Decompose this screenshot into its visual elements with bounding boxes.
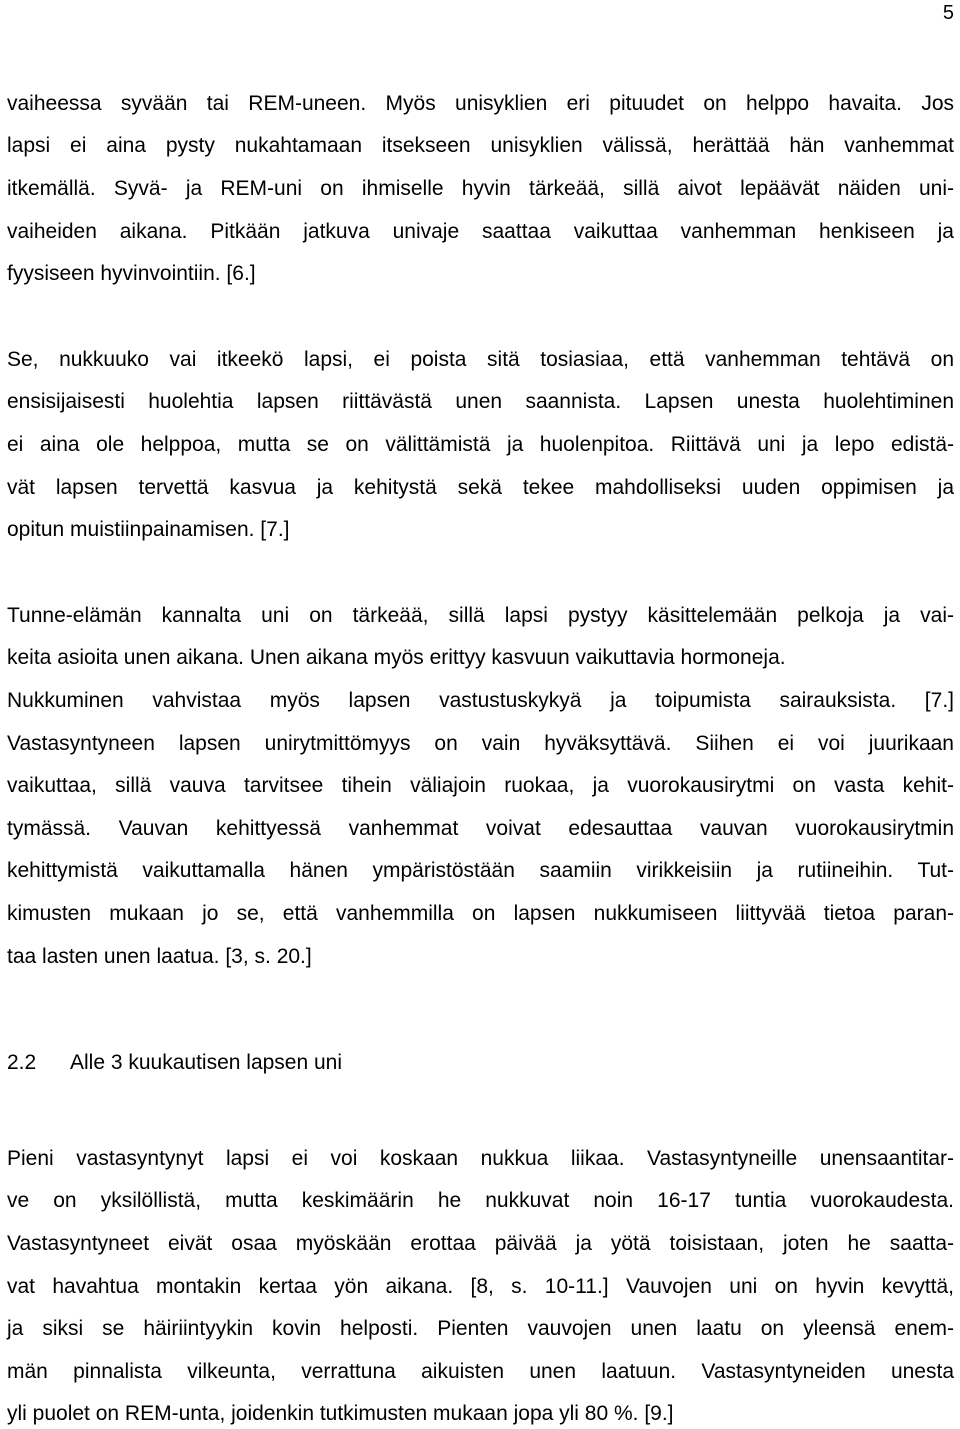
text-line: lapsi ei aina pysty nukahtamaan itsekseen unisyklien välissä, herättää hän vanhemmat [7, 134, 954, 157]
text-line: opitun muistiinpainamisen. [7.] [7, 518, 290, 541]
text-line: Tunne-elämän kannalta uni on tärkeää, sillä lapsi pystyy käsittelemään pelkoja ja vai- [7, 604, 954, 627]
text-line: ei aina ole helppoa, mutta se on välittämistä ja huolenpitoa. Riittävä uni ja lepo edistä- [7, 433, 954, 456]
text-line: yli puolet on REM-unta, joidenkin tutkimusten mukaan jopa yli 80 %. [9.] [7, 1402, 674, 1425]
text-line: keita asioita unen aikana. Unen aikana myös erittyy kasvuun vaikuttavia hormoneja. [7, 646, 786, 669]
text-line: män pinnalista vilkeunta, verrattuna aikuisten unen laatuun. Vastasyntyneiden unesta [7, 1360, 954, 1383]
text-line: kehittymistä vaikuttamalla hänen ympäristöstään saamiin virikkeisiin ja rutiineihin. Tut- [7, 859, 954, 882]
page-number: 5 [942, 2, 954, 24]
text-line: vaikuttaa, sillä vauva tarvitsee tihein väliajoin ruokaa, ja vuorokausirytmi on vasta kehit- [7, 774, 954, 797]
text-line: Pieni vastasyntynyt lapsi ei voi koskaan nukkua liikaa. Vastasyntyneille unensaantitar- [7, 1147, 954, 1170]
text-line: vat havahtua montakin kertaa yön aikana. [8, s. 10-11.] Vauvojen uni on hyvin kevyttä, [7, 1275, 954, 1298]
text-line: Vastasyntyneen lapsen unirytmittömyys on vain hyväksyttävä. Siihen ei voi juurikaan [7, 732, 954, 755]
text-line: itkemällä. Syvä- ja REM-uni on ihmiselle hyvin tärkeää, sillä aivot lepäävät näiden uni- [7, 177, 954, 200]
text-line: tymässä. Vauvan kehittyessä vanhemmat voivat edesauttaa vauvan vuorokausirytmin [7, 817, 954, 840]
text-line: Vastasyntyneet eivät osaa myöskään erottaa päivää ja yötä toisistaan, joten he saatta- [7, 1232, 954, 1255]
text-line: ensisijaisesti huolehtia lapsen riittävästä unen saannista. Lapsen unesta huolehtiminen [7, 390, 954, 413]
section-title: Alle 3 kuukautisen lapsen uni [70, 1051, 343, 1074]
section-number: 2.2 [7, 1051, 37, 1074]
text-line: fyysiseen hyvinvointiin. [6.] [7, 262, 256, 285]
text-line: kimusten mukaan jo se, että vanhemmilla on lapsen nukkumiseen liittyvää tietoa paran- [7, 902, 954, 925]
text-line: vaiheessa syvään tai REM-uneen. Myös unisyklien eri pituudet on helppo havaita. Jos [7, 92, 954, 115]
text-line: Nukkuminen vahvistaa myös lapsen vastustuskykyä ja toipumista sairauksista. [7.] [7, 689, 954, 712]
text-line: Se, nukkuuko vai itkeekö lapsi, ei poista sitä tosiasiaa, että vanhemman tehtävä on [7, 348, 954, 371]
text-line: vaiheiden aikana. Pitkään jatkuva univaje saattaa vaikuttaa vanhemman henkiseen ja [7, 220, 954, 243]
text-line: ve on yksilöllistä, mutta keskimäärin he nukkuvat noin 16-17 tuntia vuorokaudesta. [7, 1189, 954, 1212]
text-line: vät lapsen tervettä kasvua ja kehitystä sekä tekee mahdolliseksi uuden oppimisen ja [7, 476, 954, 499]
text-line: taa lasten unen laatua. [3, s. 20.] [7, 945, 312, 968]
text-line: ja siksi se häiriintyykin kovin helposti. Pienten vauvojen unen laatu on yleensä enem- [7, 1317, 954, 1340]
